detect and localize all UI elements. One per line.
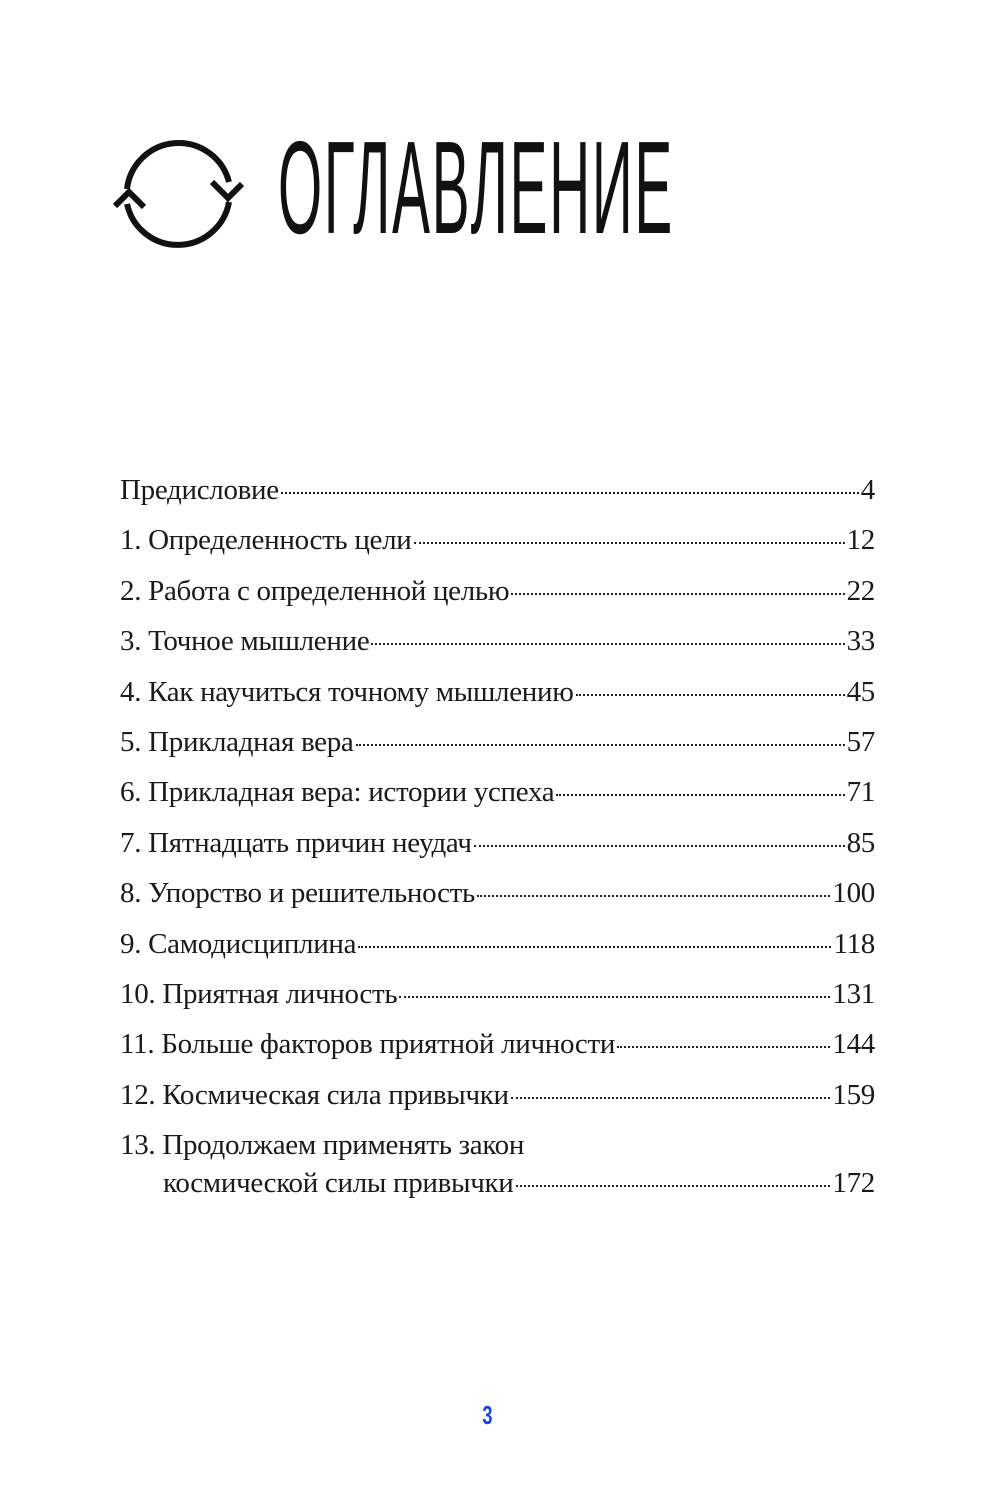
entry-title: Пятнадцать причин неудач: [148, 826, 472, 859]
entry-number: 4.: [120, 675, 149, 708]
toc-entry[interactable]: [120, 726, 875, 776]
entry-page: 118: [833, 927, 875, 960]
entry-page: 144: [832, 1028, 875, 1061]
entry-page: 172: [832, 1167, 875, 1200]
dot-leader: [556, 794, 844, 796]
entry-number: 7.: [120, 826, 149, 859]
entry-number: 2.: [120, 574, 149, 607]
toc-entry[interactable]: [120, 928, 875, 978]
cycle-arrows-icon: [112, 132, 244, 254]
dot-leader: [516, 1185, 831, 1187]
toc-entry[interactable]: [120, 474, 875, 524]
entry-title: Работа с определенной целью: [148, 574, 510, 607]
entry-number: 13.: [120, 1129, 163, 1162]
entry-number: 12.: [120, 1078, 163, 1111]
dot-leader: [477, 895, 830, 897]
entry-title: Приятная личность: [162, 977, 398, 1010]
entry-number: 11.: [120, 1028, 162, 1061]
entry-title: Продолжаем применять закон: [162, 1129, 525, 1162]
dot-leader: [399, 996, 830, 998]
entry-page: 159: [832, 1078, 875, 1111]
table-of-contents: [120, 474, 875, 1200]
dot-leader: [617, 1046, 830, 1048]
toc-entry[interactable]: [120, 1028, 875, 1078]
entry-page: 45: [846, 675, 875, 708]
entry-title: Прикладная вера: [148, 725, 354, 758]
entry-title: Точное мышление: [148, 625, 370, 658]
toc-entry[interactable]: [120, 676, 875, 726]
entry-title: Как научиться точному мышлению: [148, 675, 574, 708]
entry-page: 4: [860, 474, 875, 506]
entry-title-continued: космической силы привычки: [163, 1167, 514, 1200]
entry-number: 5.: [120, 725, 149, 758]
page-title: ОГЛАВЛЕНИЕ: [278, 114, 674, 261]
entry-page: 22: [846, 574, 875, 607]
dot-leader: [371, 643, 844, 645]
entry-number: 6.: [120, 776, 149, 809]
entry-page: 131: [832, 977, 875, 1010]
dot-leader: [511, 1097, 831, 1099]
entry-page: 57: [846, 725, 875, 758]
page-number: 3: [482, 1400, 493, 1430]
dot-leader: [281, 492, 859, 494]
toc-entry[interactable]: [120, 1129, 875, 1200]
entry-page: 71: [846, 776, 875, 809]
dot-leader: [511, 593, 844, 595]
entry-page: 100: [832, 877, 875, 910]
dot-leader: [414, 542, 845, 544]
dot-leader: [474, 845, 845, 847]
toc-entry[interactable]: [120, 575, 875, 625]
entry-title: Упорство и решительность: [148, 877, 475, 910]
entry-page: 12: [846, 524, 875, 557]
entry-title: Предисловие: [120, 474, 279, 506]
toc-entry[interactable]: [120, 978, 875, 1028]
entry-page: 33: [846, 625, 875, 658]
entry-number: 1.: [120, 524, 149, 557]
dot-leader: [576, 694, 845, 696]
toc-entry[interactable]: [120, 625, 875, 675]
entry-number: 3.: [120, 625, 149, 658]
toc-entry[interactable]: [120, 827, 875, 877]
toc-entry[interactable]: [120, 524, 875, 574]
toc-entry[interactable]: [120, 1079, 875, 1129]
entry-title: Самодисциплина: [148, 927, 357, 960]
toc-entry[interactable]: [120, 776, 875, 826]
entry-page: 85: [846, 826, 875, 859]
toc-entry[interactable]: [120, 877, 875, 927]
entry-title: Больше факторов приятной личности: [161, 1028, 616, 1061]
entry-title: Прикладная вера: истории успеха: [148, 776, 555, 809]
entry-title: Космическая сила привычки: [162, 1078, 509, 1111]
dot-leader: [356, 744, 845, 746]
entry-title: Определенность цели: [148, 524, 412, 557]
entry-number: 8.: [120, 877, 149, 910]
entry-number: 10.: [120, 977, 163, 1010]
dot-leader: [358, 946, 831, 948]
entry-number: 9.: [120, 927, 149, 960]
